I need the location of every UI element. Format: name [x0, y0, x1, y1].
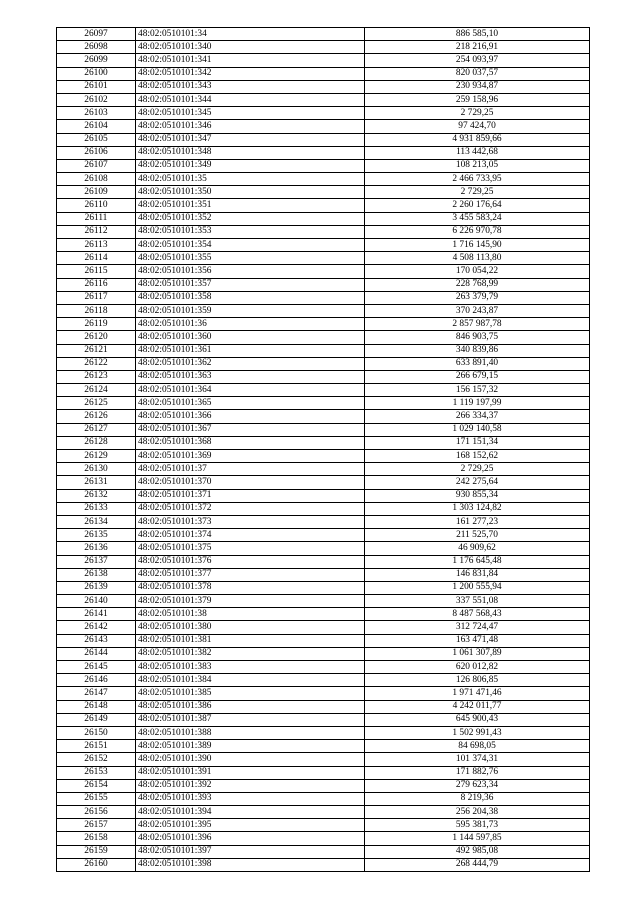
row-number-cell: 26158	[57, 832, 136, 845]
cadastral-number-cell: 48:02:0510101:390	[136, 753, 365, 766]
table-row	[57, 397, 590, 410]
cadastral-value-cell: 84 698,05	[365, 740, 590, 753]
cadastral-number-cell: 48:02:0510101:375	[136, 542, 365, 555]
table-row	[57, 779, 590, 792]
row-number-cell: 26154	[57, 779, 136, 792]
row-number-cell: 26128	[57, 436, 136, 449]
row-number-cell: 26144	[57, 647, 136, 660]
table-row	[57, 107, 590, 120]
table-row	[57, 304, 590, 317]
cadastral-number-cell: 48:02:0510101:361	[136, 344, 365, 357]
cadastral-value-cell: 46 909,62	[365, 542, 590, 555]
table-row	[57, 28, 590, 41]
table-row	[57, 595, 590, 608]
row-number-cell: 26106	[57, 146, 136, 159]
cadastral-value-cell: 168 152,62	[365, 450, 590, 463]
cadastral-number-cell: 48:02:0510101:353	[136, 225, 365, 238]
cadastral-number-cell: 48:02:0510101:398	[136, 858, 365, 871]
table-row	[57, 252, 590, 265]
cadastral-number-cell: 48:02:0510101:344	[136, 93, 365, 106]
cadastral-value-cell: 211 525,70	[365, 529, 590, 542]
row-number-cell: 26125	[57, 397, 136, 410]
cadastral-number-cell: 48:02:0510101:374	[136, 529, 365, 542]
cadastral-value-cell: 886 585,10	[365, 28, 590, 41]
row-number-cell: 26141	[57, 608, 136, 621]
table-row	[57, 529, 590, 542]
table-row	[57, 80, 590, 93]
table-row	[57, 278, 590, 291]
cadastral-number-cell: 48:02:0510101:388	[136, 726, 365, 739]
cadastral-value-cell: 2 466 733,95	[365, 173, 590, 186]
cadastral-number-cell: 48:02:0510101:387	[136, 713, 365, 726]
table-row	[57, 331, 590, 344]
cadastral-number-cell: 48:02:0510101:395	[136, 819, 365, 832]
row-number-cell: 26114	[57, 252, 136, 265]
table-row	[57, 687, 590, 700]
table-row	[57, 265, 590, 278]
cadastral-value-cell: 8 219,36	[365, 792, 590, 805]
row-number-cell: 26148	[57, 700, 136, 713]
table-row	[57, 634, 590, 647]
row-number-cell: 26140	[57, 595, 136, 608]
row-number-cell: 26127	[57, 423, 136, 436]
row-number-cell: 26126	[57, 410, 136, 423]
row-number-cell: 26109	[57, 186, 136, 199]
row-number-cell: 26107	[57, 159, 136, 172]
cadastral-value-cell: 1 029 140,58	[365, 423, 590, 436]
cadastral-number-cell: 48:02:0510101:362	[136, 357, 365, 370]
cadastral-value-cell: 1 303 124,82	[365, 502, 590, 515]
row-number-cell: 26121	[57, 344, 136, 357]
row-number-cell: 26130	[57, 463, 136, 476]
table-row	[57, 384, 590, 397]
row-number-cell: 26146	[57, 674, 136, 687]
cadastral-value-cell: 2 857 987,78	[365, 318, 590, 331]
cadastral-number-cell: 48:02:0510101:368	[136, 436, 365, 449]
cadastral-value-cell: 2 260 176,64	[365, 199, 590, 212]
table-row	[57, 608, 590, 621]
cadastral-value-cell: 101 374,31	[365, 753, 590, 766]
cadastral-value-cell: 126 806,85	[365, 674, 590, 687]
cadastral-number-cell: 48:02:0510101:380	[136, 621, 365, 634]
row-number-cell: 26115	[57, 265, 136, 278]
cadastral-value-cell: 8 487 568,43	[365, 608, 590, 621]
cadastral-value-cell: 1 119 197,99	[365, 397, 590, 410]
row-number-cell: 26155	[57, 792, 136, 805]
table-row	[57, 370, 590, 383]
row-number-cell: 26145	[57, 661, 136, 674]
cadastral-value-cell: 595 381,73	[365, 819, 590, 832]
cadastral-number-cell: 48:02:0510101:384	[136, 674, 365, 687]
cadastral-number-cell: 48:02:0510101:373	[136, 515, 365, 528]
row-number-cell: 26152	[57, 753, 136, 766]
cadastral-number-cell: 48:02:0510101:377	[136, 568, 365, 581]
cadastral-number-cell: 48:02:0510101:345	[136, 107, 365, 120]
cadastral-value-cell: 266 679,15	[365, 370, 590, 383]
cadastral-value-cell: 163 471,48	[365, 634, 590, 647]
row-number-cell: 26097	[57, 28, 136, 41]
cadastral-value-cell: 256 204,38	[365, 806, 590, 819]
cadastral-number-cell: 48:02:0510101:359	[136, 304, 365, 317]
cadastral-number-cell: 48:02:0510101:343	[136, 80, 365, 93]
row-number-cell: 26112	[57, 225, 136, 238]
cadastral-value-cell: 1 502 991,43	[365, 726, 590, 739]
cadastral-number-cell: 48:02:0510101:366	[136, 410, 365, 423]
table-row	[57, 476, 590, 489]
cadastral-value-cell: 1 176 645,48	[365, 555, 590, 568]
row-number-cell: 26122	[57, 357, 136, 370]
cadastral-number-cell: 48:02:0510101:382	[136, 647, 365, 660]
cadastral-number-cell: 48:02:0510101:38	[136, 608, 365, 621]
cadastral-value-cell: 242 275,64	[365, 476, 590, 489]
table-row	[57, 173, 590, 186]
row-number-cell: 26159	[57, 845, 136, 858]
table-row	[57, 806, 590, 819]
table-row	[57, 845, 590, 858]
cadastral-number-cell: 48:02:0510101:35	[136, 173, 365, 186]
cadastral-number-cell: 48:02:0510101:391	[136, 766, 365, 779]
cadastral-number-cell: 48:02:0510101:371	[136, 489, 365, 502]
cadastral-value-cell: 279 623,34	[365, 779, 590, 792]
table-row	[57, 410, 590, 423]
cadastral-number-cell: 48:02:0510101:381	[136, 634, 365, 647]
row-number-cell: 26100	[57, 67, 136, 80]
cadastral-number-cell: 48:02:0510101:396	[136, 832, 365, 845]
row-number-cell: 26139	[57, 581, 136, 594]
cadastral-number-cell: 48:02:0510101:385	[136, 687, 365, 700]
cadastral-number-cell: 48:02:0510101:364	[136, 384, 365, 397]
cadastral-value-cell: 4 242 011,77	[365, 700, 590, 713]
cadastral-value-cell: 268 444,79	[365, 858, 590, 871]
cadastral-value-cell: 171 882,76	[365, 766, 590, 779]
cadastral-number-cell: 48:02:0510101:356	[136, 265, 365, 278]
table-row	[57, 661, 590, 674]
table-row	[57, 212, 590, 225]
row-number-cell: 26156	[57, 806, 136, 819]
cadastral-number-cell: 48:02:0510101:352	[136, 212, 365, 225]
table-row	[57, 344, 590, 357]
table-row	[57, 621, 590, 634]
row-number-cell: 26119	[57, 318, 136, 331]
table-row	[57, 858, 590, 871]
table-row	[57, 555, 590, 568]
table-row	[57, 357, 590, 370]
row-number-cell: 26110	[57, 199, 136, 212]
row-number-cell: 26124	[57, 384, 136, 397]
table-row	[57, 463, 590, 476]
cadastral-number-cell: 48:02:0510101:370	[136, 476, 365, 489]
row-number-cell: 26103	[57, 107, 136, 120]
row-number-cell: 26098	[57, 41, 136, 54]
cadastral-number-cell: 48:02:0510101:355	[136, 252, 365, 265]
cadastral-value-cell: 492 985,08	[365, 845, 590, 858]
cadastral-number-cell: 48:02:0510101:354	[136, 239, 365, 252]
table-row	[57, 726, 590, 739]
row-number-cell: 26129	[57, 450, 136, 463]
cadastral-value-cell: 171 151,34	[365, 436, 590, 449]
cadastral-number-cell: 48:02:0510101:349	[136, 159, 365, 172]
row-number-cell: 26133	[57, 502, 136, 515]
cadastral-value-table	[56, 27, 590, 872]
cadastral-value-cell: 3 455 583,24	[365, 212, 590, 225]
cadastral-number-cell: 48:02:0510101:357	[136, 278, 365, 291]
table-row	[57, 766, 590, 779]
cadastral-value-cell: 161 277,23	[365, 515, 590, 528]
cadastral-number-cell: 48:02:0510101:365	[136, 397, 365, 410]
cadastral-value-cell: 6 226 970,78	[365, 225, 590, 238]
cadastral-number-cell: 48:02:0510101:392	[136, 779, 365, 792]
row-number-cell: 26134	[57, 515, 136, 528]
cadastral-number-cell: 48:02:0510101:342	[136, 67, 365, 80]
cadastral-number-cell: 48:02:0510101:34	[136, 28, 365, 41]
cadastral-value-cell: 620 012,82	[365, 661, 590, 674]
row-number-cell: 26108	[57, 173, 136, 186]
row-number-cell: 26120	[57, 331, 136, 344]
table-row	[57, 832, 590, 845]
cadastral-number-cell: 48:02:0510101:369	[136, 450, 365, 463]
table-row	[57, 93, 590, 106]
cadastral-value-cell: 230 934,87	[365, 80, 590, 93]
cadastral-number-cell: 48:02:0510101:347	[136, 133, 365, 146]
row-number-cell: 26104	[57, 120, 136, 133]
table-row	[57, 159, 590, 172]
cadastral-value-cell: 4 508 113,80	[365, 252, 590, 265]
cadastral-value-cell: 108 213,05	[365, 159, 590, 172]
cadastral-value-cell: 156 157,32	[365, 384, 590, 397]
cadastral-number-cell: 48:02:0510101:341	[136, 54, 365, 67]
cadastral-value-cell: 846 903,75	[365, 331, 590, 344]
cadastral-value-cell: 1 716 145,90	[365, 239, 590, 252]
table-row	[57, 581, 590, 594]
table-row	[57, 674, 590, 687]
table-body	[57, 28, 590, 872]
cadastral-value-cell: 633 891,40	[365, 357, 590, 370]
cadastral-value-cell: 170 054,22	[365, 265, 590, 278]
row-number-cell: 26131	[57, 476, 136, 489]
cadastral-number-cell: 48:02:0510101:37	[136, 463, 365, 476]
cadastral-number-cell: 48:02:0510101:340	[136, 41, 365, 54]
cadastral-value-cell: 370 243,87	[365, 304, 590, 317]
row-number-cell: 26143	[57, 634, 136, 647]
cadastral-value-cell: 259 158,96	[365, 93, 590, 106]
table-row	[57, 450, 590, 463]
cadastral-value-cell: 2 729,25	[365, 186, 590, 199]
row-number-cell: 26160	[57, 858, 136, 871]
table-row	[57, 120, 590, 133]
row-number-cell: 26117	[57, 291, 136, 304]
cadastral-value-cell: 4 931 859,66	[365, 133, 590, 146]
table-row	[57, 568, 590, 581]
row-number-cell: 26135	[57, 529, 136, 542]
cadastral-number-cell: 48:02:0510101:36	[136, 318, 365, 331]
cadastral-number-cell: 48:02:0510101:379	[136, 595, 365, 608]
table-row	[57, 436, 590, 449]
row-number-cell: 26105	[57, 133, 136, 146]
table-row	[57, 792, 590, 805]
row-number-cell: 26099	[57, 54, 136, 67]
table-row	[57, 291, 590, 304]
cadastral-number-cell: 48:02:0510101:367	[136, 423, 365, 436]
row-number-cell: 26132	[57, 489, 136, 502]
row-number-cell: 26157	[57, 819, 136, 832]
table-row	[57, 146, 590, 159]
table-row	[57, 753, 590, 766]
cadastral-value-cell: 97 424,70	[365, 120, 590, 133]
table-row	[57, 502, 590, 515]
cadastral-value-cell: 113 442,68	[365, 146, 590, 159]
cadastral-number-cell: 48:02:0510101:394	[136, 806, 365, 819]
row-number-cell: 26136	[57, 542, 136, 555]
cadastral-number-cell: 48:02:0510101:397	[136, 845, 365, 858]
table-row	[57, 133, 590, 146]
table-row	[57, 186, 590, 199]
table-row	[57, 489, 590, 502]
cadastral-number-cell: 48:02:0510101:372	[136, 502, 365, 515]
cadastral-number-cell: 48:02:0510101:351	[136, 199, 365, 212]
cadastral-number-cell: 48:02:0510101:376	[136, 555, 365, 568]
row-number-cell: 26142	[57, 621, 136, 634]
table-row	[57, 713, 590, 726]
row-number-cell: 26102	[57, 93, 136, 106]
table-row	[57, 199, 590, 212]
cadastral-value-cell: 930 855,34	[365, 489, 590, 502]
cadastral-value-cell: 254 093,97	[365, 54, 590, 67]
cadastral-value-cell: 2 729,25	[365, 107, 590, 120]
cadastral-number-cell: 48:02:0510101:383	[136, 661, 365, 674]
cadastral-value-cell: 146 831,84	[365, 568, 590, 581]
cadastral-number-cell: 48:02:0510101:350	[136, 186, 365, 199]
row-number-cell: 26111	[57, 212, 136, 225]
cadastral-value-cell: 337 551,08	[365, 595, 590, 608]
row-number-cell: 26138	[57, 568, 136, 581]
row-number-cell: 26149	[57, 713, 136, 726]
table-row	[57, 41, 590, 54]
table-row	[57, 239, 590, 252]
table-row	[57, 423, 590, 436]
cadastral-value-cell: 263 379,79	[365, 291, 590, 304]
row-number-cell: 26113	[57, 239, 136, 252]
row-number-cell: 26150	[57, 726, 136, 739]
cadastral-number-cell: 48:02:0510101:378	[136, 581, 365, 594]
cadastral-number-cell: 48:02:0510101:360	[136, 331, 365, 344]
table-row	[57, 740, 590, 753]
row-number-cell: 26151	[57, 740, 136, 753]
cadastral-number-cell: 48:02:0510101:386	[136, 700, 365, 713]
row-number-cell: 26123	[57, 370, 136, 383]
cadastral-value-cell: 266 334,37	[365, 410, 590, 423]
cadastral-number-cell: 48:02:0510101:363	[136, 370, 365, 383]
cadastral-value-cell: 820 037,57	[365, 67, 590, 80]
row-number-cell: 26147	[57, 687, 136, 700]
table-row	[57, 67, 590, 80]
cadastral-value-cell: 1 061 307,89	[365, 647, 590, 660]
table-row	[57, 515, 590, 528]
cadastral-value-cell: 1 971 471,46	[365, 687, 590, 700]
row-number-cell: 26118	[57, 304, 136, 317]
table-row	[57, 700, 590, 713]
cadastral-value-cell: 312 724,47	[365, 621, 590, 634]
row-number-cell: 26101	[57, 80, 136, 93]
cadastral-value-cell: 1 144 597,85	[365, 832, 590, 845]
table-row	[57, 225, 590, 238]
cadastral-number-cell: 48:02:0510101:348	[136, 146, 365, 159]
cadastral-value-cell: 645 900,43	[365, 713, 590, 726]
row-number-cell: 26153	[57, 766, 136, 779]
row-number-cell: 26116	[57, 278, 136, 291]
cadastral-number-cell: 48:02:0510101:346	[136, 120, 365, 133]
table-row	[57, 318, 590, 331]
table-row	[57, 54, 590, 67]
table-row	[57, 542, 590, 555]
cadastral-number-cell: 48:02:0510101:389	[136, 740, 365, 753]
cadastral-value-cell: 340 839,86	[365, 344, 590, 357]
cadastral-number-cell: 48:02:0510101:358	[136, 291, 365, 304]
table-row	[57, 647, 590, 660]
row-number-cell: 26137	[57, 555, 136, 568]
cadastral-value-cell: 228 768,99	[365, 278, 590, 291]
cadastral-value-cell: 1 200 555,94	[365, 581, 590, 594]
table-row	[57, 819, 590, 832]
cadastral-value-cell: 2 729,25	[365, 463, 590, 476]
cadastral-number-cell: 48:02:0510101:393	[136, 792, 365, 805]
cadastral-value-cell: 218 216,91	[365, 41, 590, 54]
